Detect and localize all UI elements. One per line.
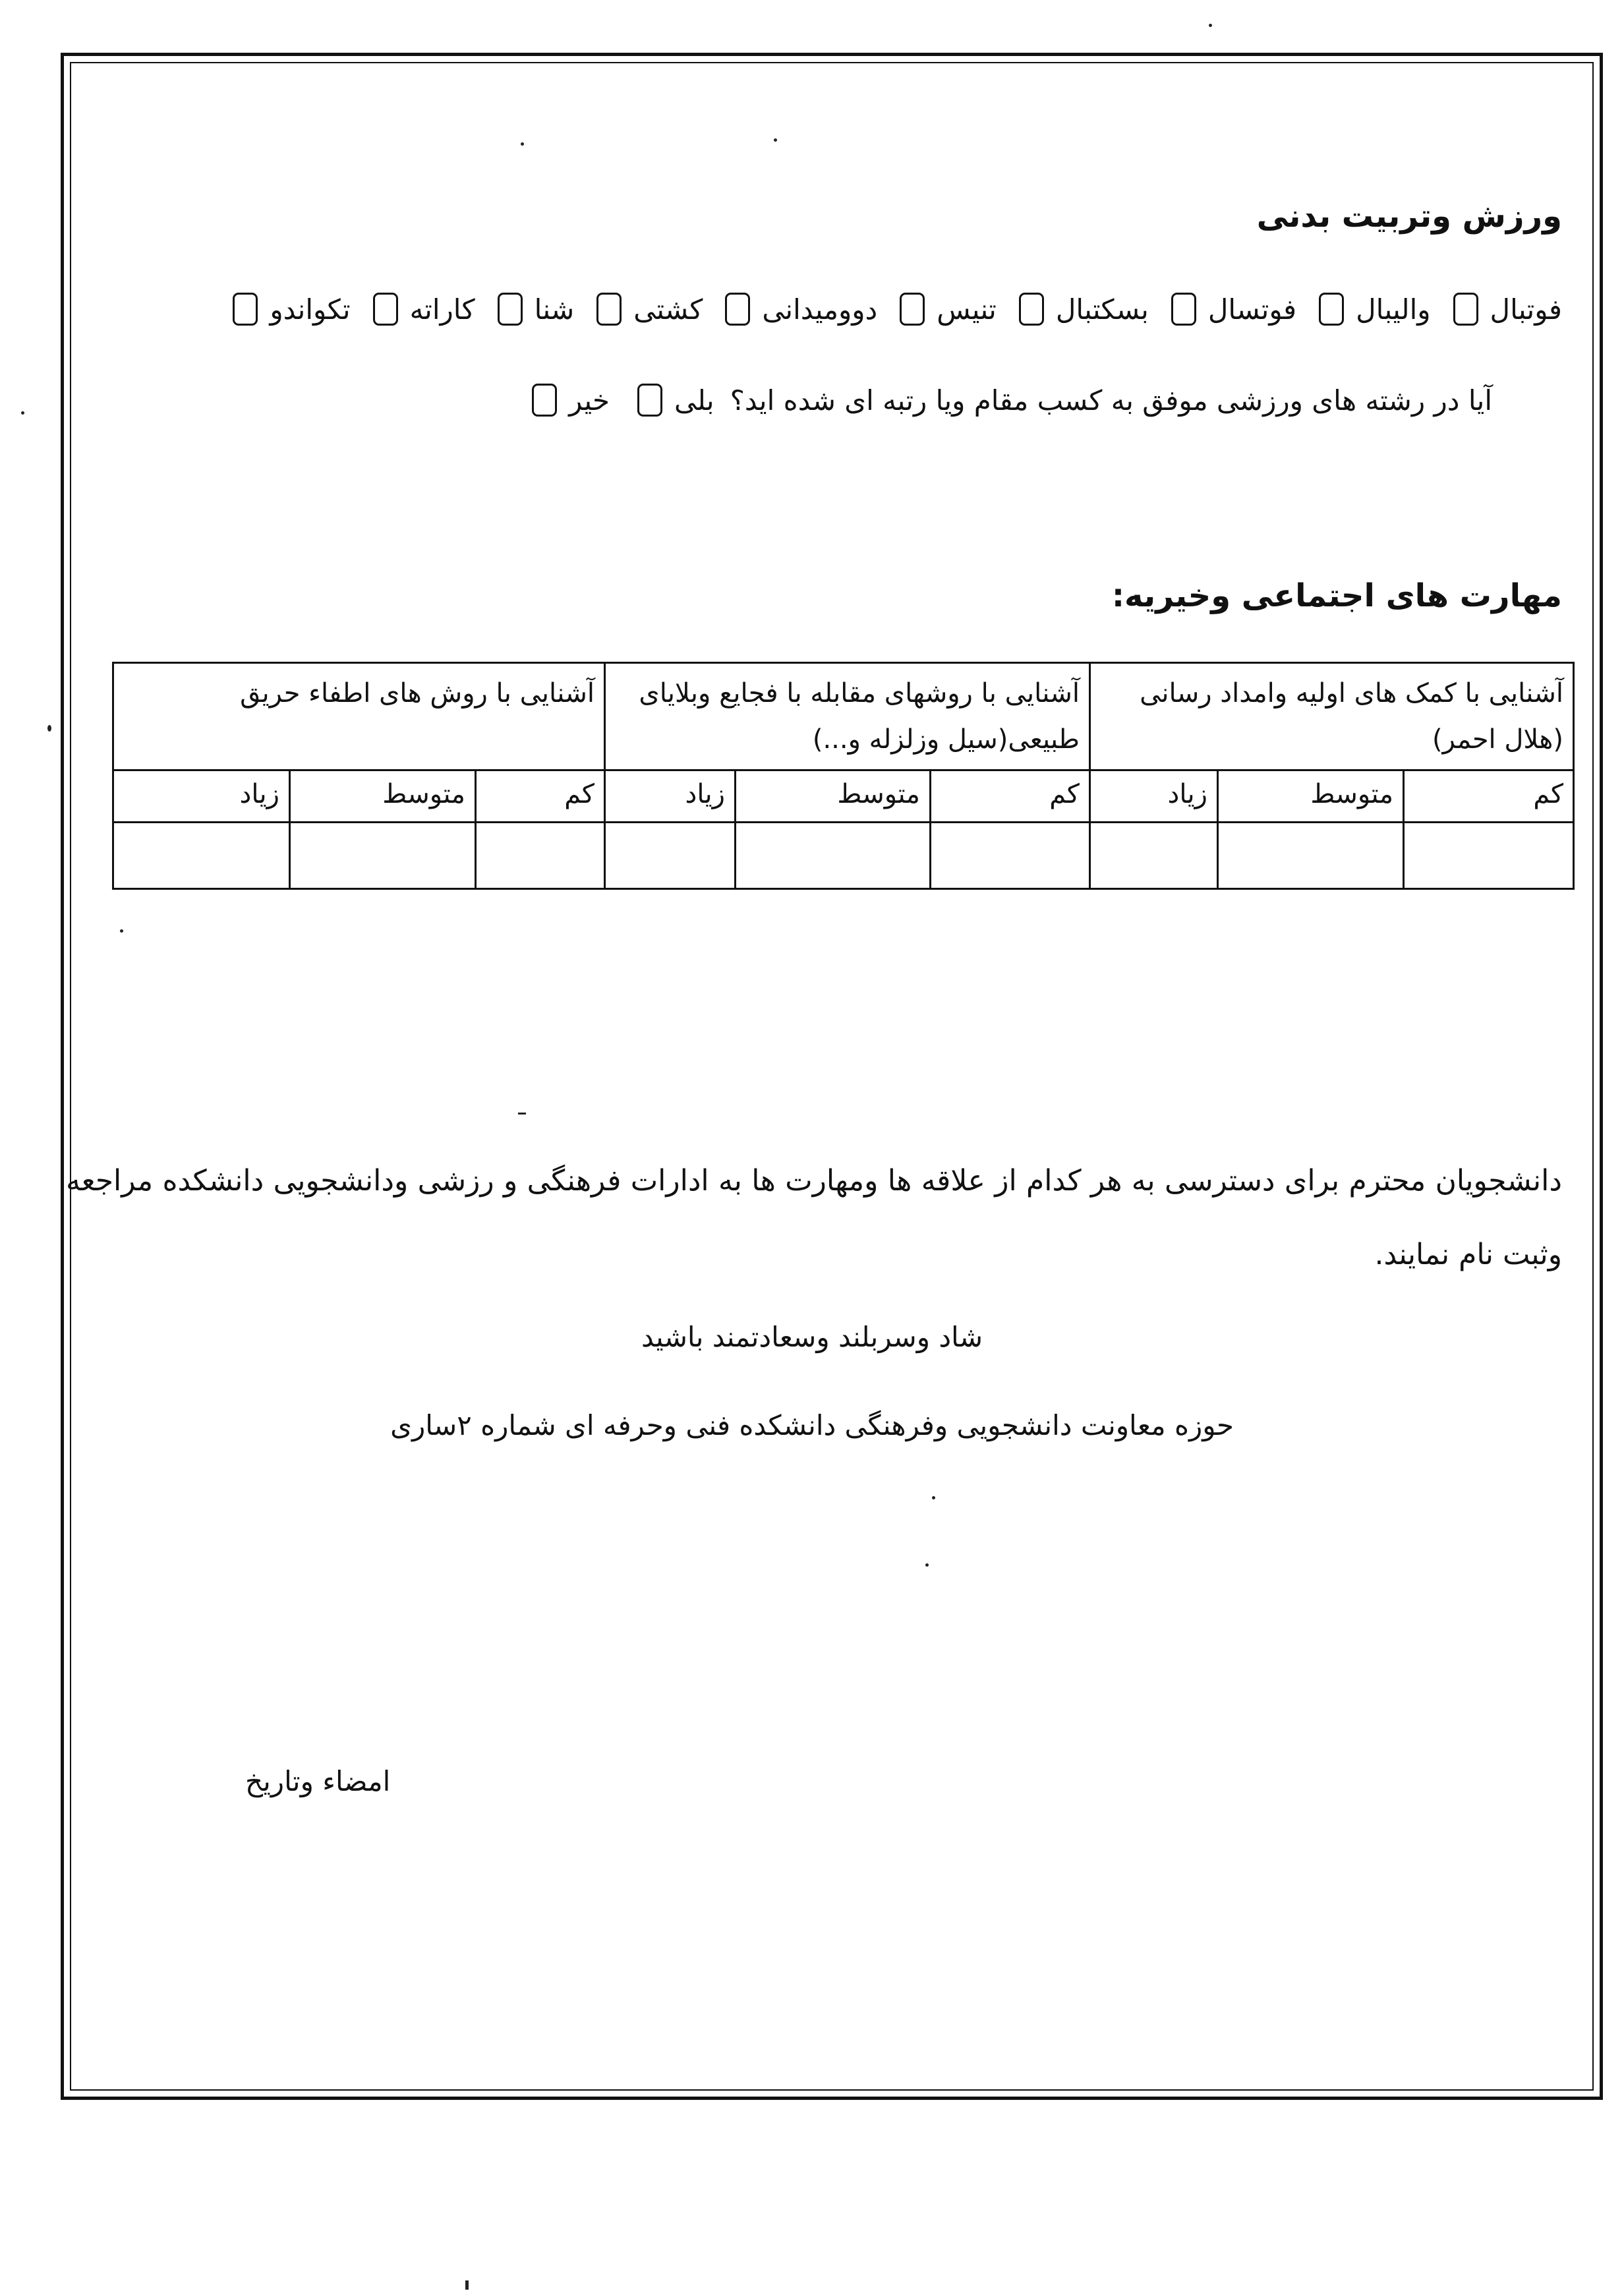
scan-speck [518,1113,526,1115]
scan-speck [21,411,24,415]
scan-speck [47,725,51,732]
table-level-row [113,770,1573,823]
sport-option-label: تکواندو [270,293,351,326]
skill-header-disaster: آشنایی با روشهای مقابله با فجایع وبلایای طبیعی(سیل وزلزله و...) [604,663,1089,770]
sport-checkbox[interactable] [1171,293,1196,326]
sport-option[interactable] [233,293,350,326]
level-high: زیاد [1089,770,1217,823]
sport-option-label: بسکتبال [1055,293,1149,326]
sport-checkbox[interactable] [1453,293,1478,326]
scan-speck [120,929,123,933]
scan-speck [932,1496,935,1499]
sport-option-label: کشتی [633,293,703,326]
answer-cell[interactable] [113,823,289,889]
answer-cell[interactable] [1218,823,1404,889]
level-low: کم [930,770,1089,823]
sport-option-label: والیبال [1356,293,1431,326]
sport-option[interactable] [1453,293,1562,326]
sport-option-label: کاراته [409,293,475,326]
sport-option-label: شنا [534,293,575,326]
no-label: خیر [569,384,610,417]
sport-option-label: تنیس [937,293,997,326]
award-question: آیا در رشته های ورزشی موفق به کسب مقام ویا رتبه ای شده اید؟ [730,384,1492,417]
answer-cell[interactable] [1404,823,1574,889]
level-high: زیاد [113,770,289,823]
social-skills-heading: مهارت های اجتماعی وخیریه: [1111,577,1562,614]
answer-cell[interactable] [735,823,930,889]
sport-checkbox[interactable] [498,293,523,326]
sports-heading: ورزش وتربیت بدنی [1256,198,1562,235]
sport-option[interactable] [498,293,575,326]
closing-wish: شاد وسربلند وسعادتمند باشید [641,1321,983,1353]
sport-option-label: فوتسال [1207,293,1297,326]
signature-date-label: امضاء وتاریخ [245,1765,391,1797]
sport-option[interactable] [1319,293,1430,326]
notice-paragraph: دانشجویان محترم برای دسترسی به هر کدام از علاقه ها ومهارت ها به ادارات فرهنگی و رزشی ودانشجویی دانشکده مراجعه وثبت نام نمایند. [66,1164,1562,1271]
scan-speck [465,2280,469,2290]
yes-checkbox[interactable] [637,384,662,417]
level-medium: متوسط [735,770,930,823]
scan-speck [1209,24,1212,27]
level-medium: متوسط [1218,770,1404,823]
answer-cell[interactable] [1089,823,1217,889]
level-low: کم [1404,770,1574,823]
sport-checkbox[interactable] [1019,293,1044,326]
sport-option[interactable] [900,293,997,326]
sport-option[interactable] [373,293,475,326]
scan-speck [925,1563,929,1567]
sport-checkbox[interactable] [900,293,925,326]
sport-checkbox[interactable] [373,293,398,326]
skill-header-fire: آشنایی با روش های اطفاء حریق [113,663,604,770]
award-question-row [532,384,1492,417]
sport-checkbox[interactable] [596,293,622,326]
table-header-row [113,663,1573,770]
answer-cell[interactable] [289,823,475,889]
sport-checkbox[interactable] [1319,293,1344,326]
yes-label: بلی [674,384,714,417]
table-answer-row [113,823,1573,889]
skill-header-first-aid: آشنایی با کمک های اولیه وامداد رسانی (هلال احمر) [1089,663,1573,770]
sport-option-label: فوتبال [1490,293,1562,326]
scan-speck [521,142,524,146]
sports-options-row [210,293,1562,326]
level-medium: متوسط [289,770,475,823]
answer-cell[interactable] [475,823,604,889]
no-checkbox[interactable] [532,384,557,417]
answer-cell[interactable] [930,823,1089,889]
sport-option-label: دوومیدانی [762,293,878,326]
social-skills-table [112,662,1575,890]
sport-option[interactable] [1171,293,1296,326]
answer-cell[interactable] [604,823,735,889]
sport-option[interactable] [725,293,877,326]
level-low: کم [475,770,604,823]
sport-option[interactable] [596,293,703,326]
sport-option[interactable] [1019,293,1149,326]
issuing-office: حوزه معاونت دانشجویی وفرهنگی دانشکده فنی وحرفه ای شماره ۲ساری [390,1409,1234,1441]
level-high: زیاد [604,770,735,823]
scan-speck [774,138,777,142]
sport-checkbox[interactable] [233,293,258,326]
sport-checkbox[interactable] [725,293,750,326]
